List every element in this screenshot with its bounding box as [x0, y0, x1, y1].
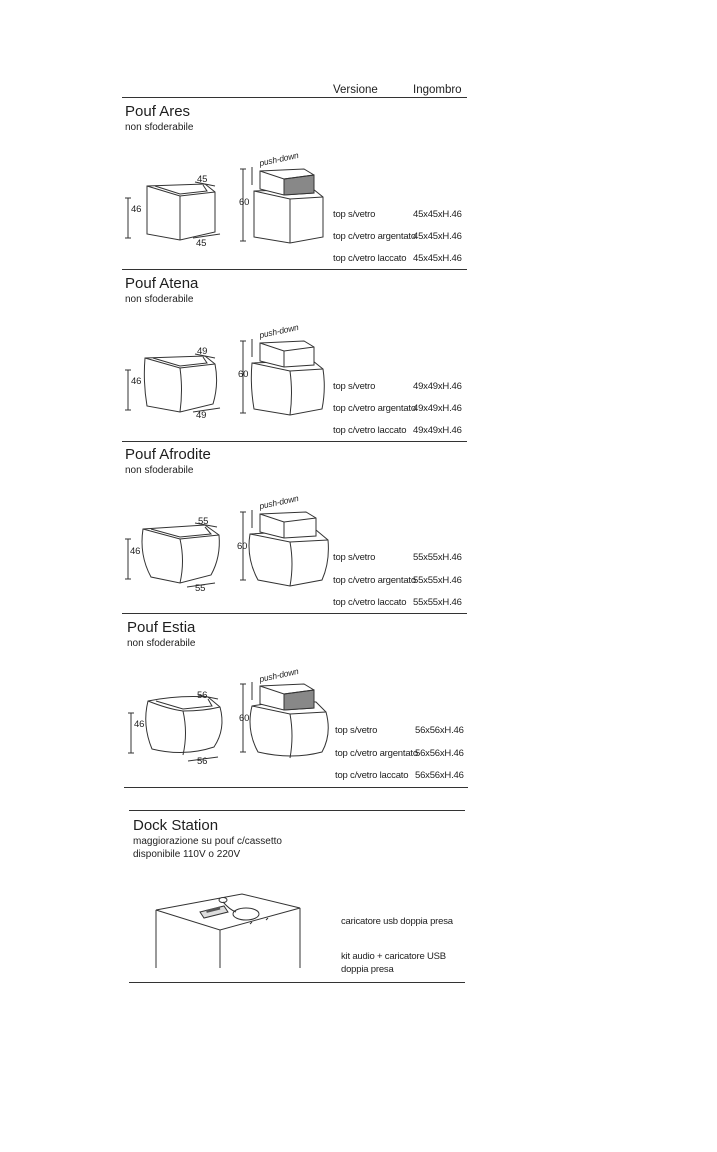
- product-note: non sfoderabile: [125, 294, 194, 305]
- version-label: top c/vetro argentato: [333, 403, 416, 414]
- dock-option-audio-line-1: kit audio + caricatore USB: [341, 951, 446, 962]
- dim-width-top: 49: [197, 346, 208, 357]
- version-label: top c/vetro laccato: [333, 425, 407, 436]
- version-label: top c/vetro laccato: [333, 597, 407, 608]
- dim-drawer-height: 60: [239, 197, 250, 208]
- product-title: Pouf Estia: [127, 619, 196, 636]
- dock-option-usb: caricatore usb doppia presa: [341, 916, 453, 927]
- push-down-label: push-down: [258, 149, 300, 169]
- product-note: non sfoderabile: [125, 122, 194, 133]
- dim-width-bottom: 56: [197, 756, 208, 767]
- product-note: non sfoderabile: [125, 465, 194, 476]
- dock-station-drawing: [150, 890, 320, 972]
- pouf-drawer-drawing: [238, 508, 333, 593]
- version-label: top c/vetro argentato: [335, 748, 418, 759]
- dim-width-top: 56: [197, 690, 208, 701]
- size-value: 56x56xH.46: [415, 725, 464, 736]
- product-title: Pouf Ares: [125, 103, 191, 120]
- version-label: top s/vetro: [333, 381, 376, 392]
- section-rule: [122, 269, 467, 270]
- pouf-drawer-drawing: [238, 165, 328, 250]
- section-rule: [122, 441, 467, 442]
- column-header-size: Ingombro: [413, 84, 462, 96]
- dim-height: 46: [130, 546, 141, 557]
- dock-bottom-rule: [129, 982, 465, 983]
- size-value: 55x55xH.46: [413, 552, 462, 563]
- column-header-version: Versione: [333, 84, 378, 96]
- push-down-label: push-down: [258, 665, 300, 685]
- product-title: Pouf Atena: [125, 275, 199, 292]
- dim-drawer-height: 60: [237, 541, 248, 552]
- version-label: top s/vetro: [335, 725, 378, 736]
- version-label: top c/vetro laccato: [335, 770, 409, 781]
- version-label: top s/vetro: [333, 552, 376, 563]
- size-value: 45x45xH.46: [413, 231, 462, 242]
- dim-width-bottom: 55: [195, 583, 206, 594]
- size-value: 56x56xH.46: [415, 770, 464, 781]
- size-value: 56x56xH.46: [415, 748, 464, 759]
- version-label: top c/vetro laccato: [333, 253, 407, 264]
- dim-drawer-height: 60: [238, 369, 249, 380]
- size-value: 55x55xH.46: [413, 597, 462, 608]
- dim-height: 46: [131, 204, 142, 215]
- dock-top-rule: [129, 810, 465, 811]
- section-rule: [124, 787, 468, 788]
- dim-width-bottom: 49: [196, 410, 207, 421]
- version-label: top s/vetro: [333, 209, 376, 220]
- dim-width-top: 55: [198, 516, 209, 527]
- pouf-drawer-drawing: [238, 337, 328, 422]
- header-rule: [122, 97, 467, 98]
- dock-line-2: disponibile 110V o 220V: [133, 849, 241, 860]
- dim-height: 46: [131, 376, 142, 387]
- version-label: top c/vetro argentato: [333, 231, 416, 242]
- size-value: 49x49xH.46: [413, 403, 462, 414]
- push-down-label: push-down: [258, 321, 300, 341]
- product-title: Pouf Afrodite: [125, 446, 211, 463]
- dock-option-audio-line-2: doppia presa: [341, 964, 394, 975]
- size-value: 49x49xH.46: [413, 425, 462, 436]
- product-note: non sfoderabile: [127, 638, 196, 649]
- dim-width-top: 45: [197, 174, 208, 185]
- size-value: 45x45xH.46: [413, 253, 462, 264]
- version-label: top c/vetro argentato: [333, 575, 416, 586]
- dock-title: Dock Station: [133, 817, 219, 834]
- dim-width-bottom: 45: [196, 238, 207, 249]
- dock-line-1: maggiorazione su pouf c/cassetto: [133, 836, 282, 847]
- dim-drawer-height: 60: [239, 713, 250, 724]
- size-value: 45x45xH.46: [413, 209, 462, 220]
- pouf-drawer-drawing: [238, 680, 333, 765]
- size-value: 55x55xH.46: [413, 575, 462, 586]
- section-rule: [122, 613, 467, 614]
- push-down-label: push-down: [258, 492, 300, 512]
- size-value: 49x49xH.46: [413, 381, 462, 392]
- dim-height: 46: [134, 719, 145, 730]
